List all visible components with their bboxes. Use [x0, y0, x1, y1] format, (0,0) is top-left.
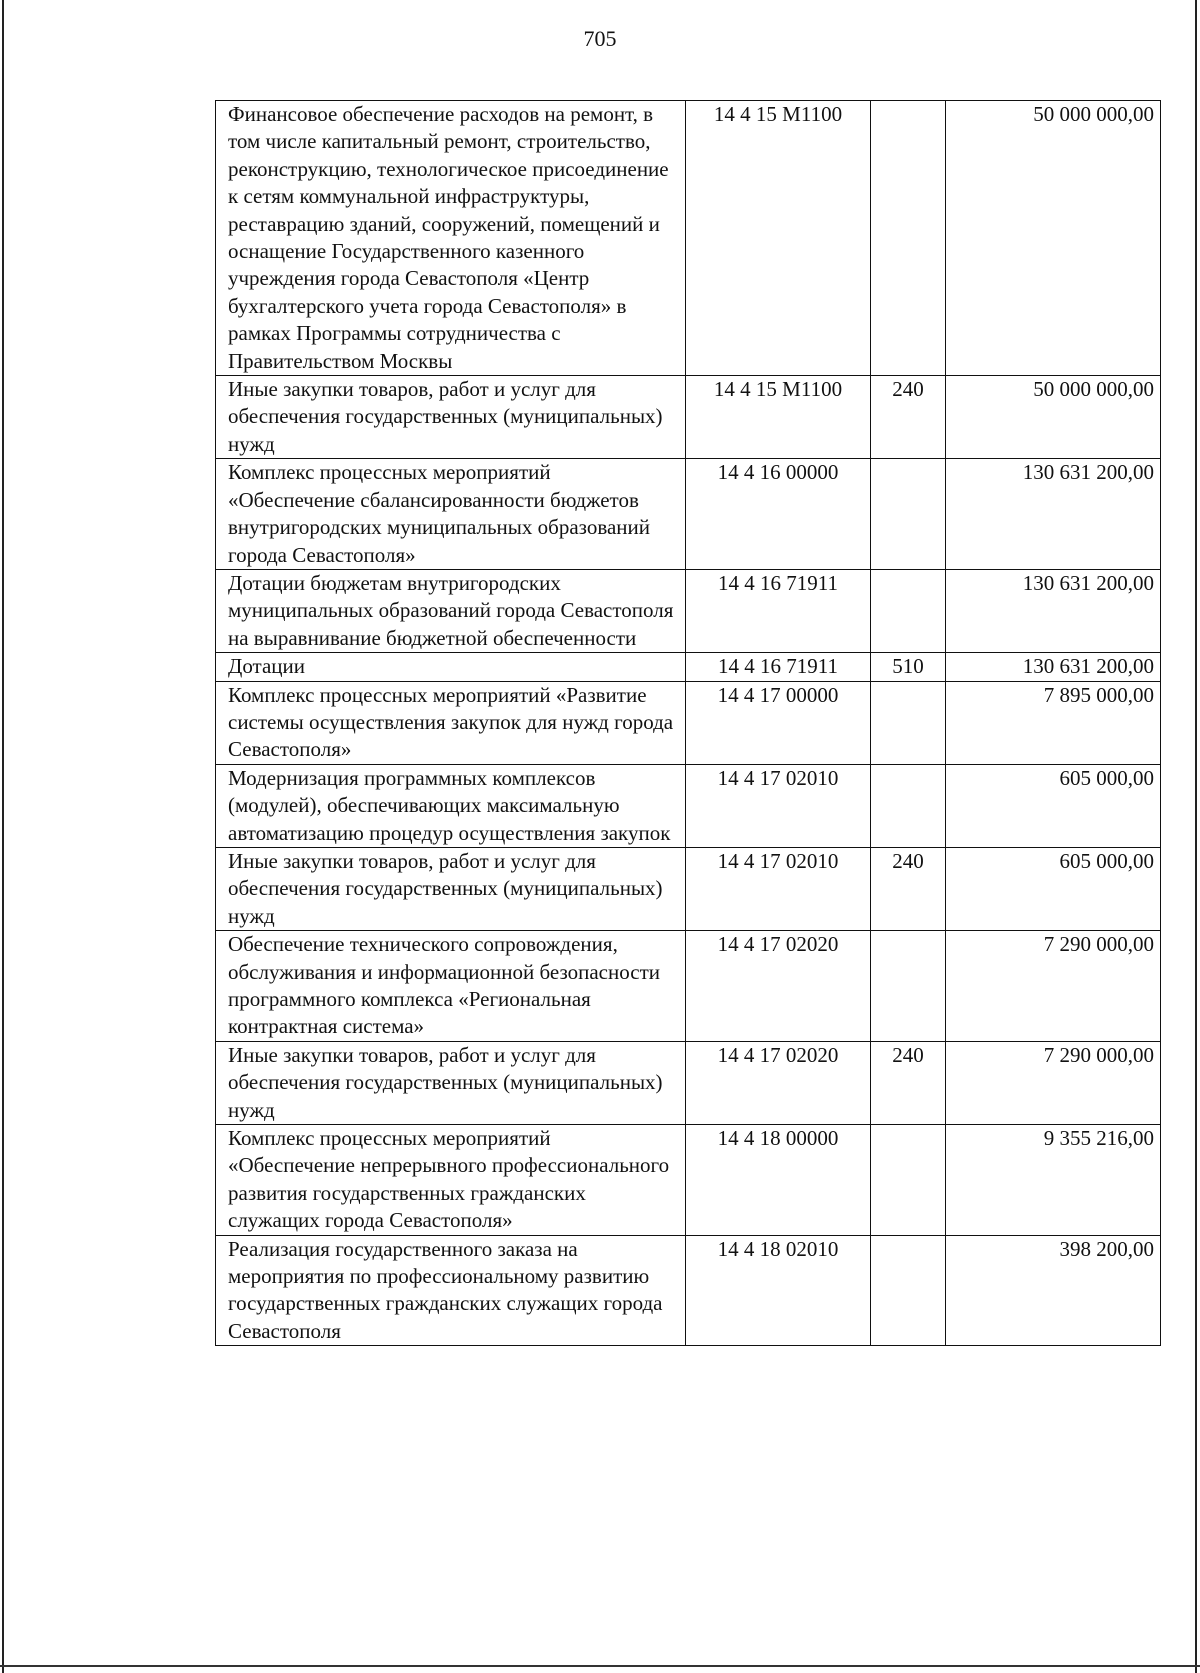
table-row — [216, 653, 1161, 681]
scan-edge-left — [2, 0, 4, 1673]
row-name-cell: Модернизация программных комплексов (модулей), обеспечивающих максимальную автоматизацию процедур осуществления закупок — [216, 764, 686, 847]
row-code-cell: 14 4 16 71911 — [686, 569, 871, 652]
row-code-cell: 14 4 17 02010 — [686, 764, 871, 847]
row-type-cell — [871, 931, 946, 1042]
row-amount-cell: 7 290 000,00 — [946, 1041, 1161, 1124]
row-type-cell: 240 — [871, 376, 946, 459]
table-row — [216, 376, 1161, 459]
row-amount-cell: 9 355 216,00 — [946, 1125, 1161, 1236]
row-type-cell — [871, 569, 946, 652]
table-row — [216, 1125, 1161, 1236]
row-type-cell — [871, 101, 946, 376]
row-name-cell: Финансовое обеспечение расходов на ремонт, в том числе капитальный ремонт, строительство, реконструкцию, технологическое присоединение к сетям коммунальной инфраструктуры, реставрацию зданий, сооружений, помещений и оснащение Государственного казенного учреждения города Севастополя «Центр бухгалтерского учета города Севастополя» в рамках Программы сотрудничества с Правительством Москвы — [216, 101, 686, 376]
row-name-cell: Обеспечение технического сопровождения, обслуживания и информационной безопасности программного комплекса «Региональная контрактная система» — [216, 931, 686, 1042]
row-type-cell — [871, 1125, 946, 1236]
row-name-cell: Иные закупки товаров, работ и услуг для обеспечения государственных (муниципальных) нужд — [216, 376, 686, 459]
row-amount-cell: 130 631 200,00 — [946, 653, 1161, 681]
page-number: 705 — [583, 26, 617, 51]
row-code-cell: 14 4 17 02010 — [686, 847, 871, 930]
row-amount-cell: 398 200,00 — [946, 1235, 1161, 1346]
table-row — [216, 681, 1161, 764]
row-amount-cell: 130 631 200,00 — [946, 569, 1161, 652]
row-code-cell: 14 4 16 71911 — [686, 653, 871, 681]
table-row — [216, 764, 1161, 847]
table-row — [216, 931, 1161, 1042]
scan-edge-right — [1195, 0, 1197, 1673]
row-code-cell: 14 4 15 M1100 — [686, 101, 871, 376]
row-amount-cell: 50 000 000,00 — [946, 101, 1161, 376]
row-type-cell — [871, 459, 946, 570]
row-name-cell: Реализация государственного заказа на мероприятия по профессиональному развитию государственных гражданских служащих города Севастополя — [216, 1235, 686, 1346]
row-code-cell: 14 4 15 M1100 — [686, 376, 871, 459]
row-code-cell: 14 4 17 02020 — [686, 931, 871, 1042]
row-code-cell: 14 4 18 02010 — [686, 1235, 871, 1346]
row-name-cell: Дотации бюджетам внутригородских муниципальных образований города Севастополя на выравнивание бюджетной обеспеченности — [216, 569, 686, 652]
table-row — [216, 569, 1161, 652]
table-row — [216, 1041, 1161, 1124]
row-type-cell: 240 — [871, 1041, 946, 1124]
table-row — [216, 101, 1161, 376]
row-name-cell: Дотации — [216, 653, 686, 681]
row-type-cell — [871, 681, 946, 764]
row-name-cell: Комплекс процессных мероприятий «Обеспечение непрерывного профессионального развития государственных гражданских служащих города Севастополя» — [216, 1125, 686, 1236]
row-amount-cell: 50 000 000,00 — [946, 376, 1161, 459]
row-code-cell: 14 4 16 00000 — [686, 459, 871, 570]
row-code-cell: 14 4 18 00000 — [686, 1125, 871, 1236]
row-amount-cell: 7 290 000,00 — [946, 931, 1161, 1042]
row-type-cell: 240 — [871, 847, 946, 930]
row-code-cell: 14 4 17 00000 — [686, 681, 871, 764]
table-row — [216, 1235, 1161, 1346]
row-name-cell: Иные закупки товаров, работ и услуг для обеспечения государственных (муниципальных) нужд — [216, 1041, 686, 1124]
row-amount-cell: 605 000,00 — [946, 847, 1161, 930]
budget-table — [215, 100, 1161, 1346]
row-name-cell: Иные закупки товаров, работ и услуг для обеспечения государственных (муниципальных) нужд — [216, 847, 686, 930]
row-type-cell — [871, 1235, 946, 1346]
row-code-cell: 14 4 17 02020 — [686, 1041, 871, 1124]
row-amount-cell: 130 631 200,00 — [946, 459, 1161, 570]
table-row — [216, 847, 1161, 930]
scan-edge-bottom — [0, 1665, 1200, 1667]
row-name-cell: Комплекс процессных мероприятий «Обеспечение сбалансированности бюджетов внутригородских муниципальных образований города Севастополя» — [216, 459, 686, 570]
row-amount-cell: 605 000,00 — [946, 764, 1161, 847]
row-amount-cell: 7 895 000,00 — [946, 681, 1161, 764]
row-type-cell: 510 — [871, 653, 946, 681]
row-name-cell: Комплекс процессных мероприятий «Развитие системы осуществления закупок для нужд города Севастополя» — [216, 681, 686, 764]
table-row — [216, 459, 1161, 570]
row-type-cell — [871, 764, 946, 847]
